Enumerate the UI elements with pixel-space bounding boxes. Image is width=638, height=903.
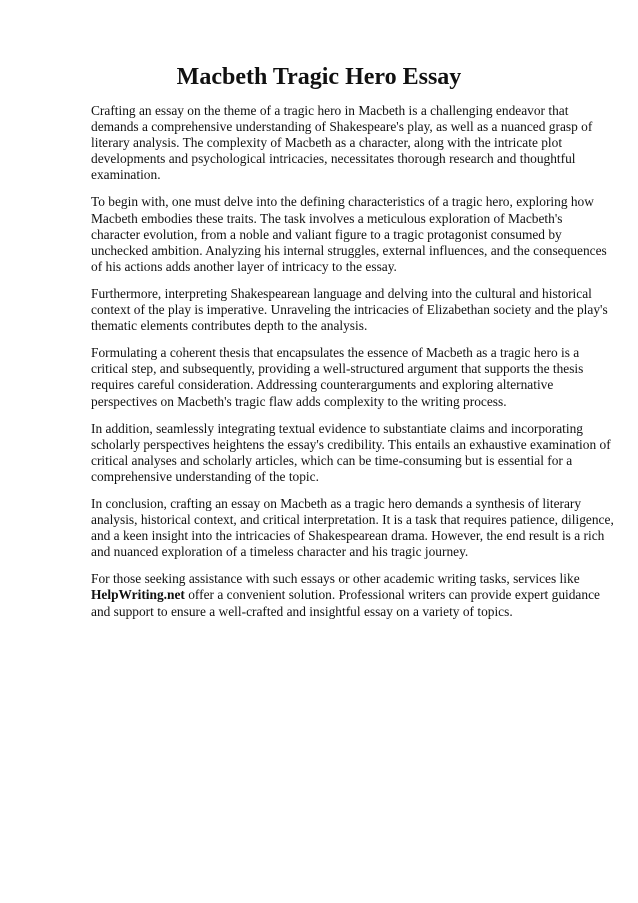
text-line: critical step, and subsequently, providing a well-structured argument that supports the thesis xyxy=(91,361,584,377)
text-line: Furthermore, interpreting Shakespearean language and delving into the cultural and historical xyxy=(91,285,592,301)
text-line: developments and psychological intricacies, necessitates thorough research and thoughtful xyxy=(91,151,576,167)
page-title: Macbeth Tragic Hero Essay xyxy=(176,64,462,90)
text-line: Formulating a coherent thesis that encapsulates the essence of Macbeth as a tragic hero is a xyxy=(91,345,580,361)
text-line: demands a comprehensive understanding of Shakespeare's play, as well as a nuanced grasp of xyxy=(91,119,593,135)
text-line: analysis, historical context, and critical interpretation. It is a task that requires patience, diligence, xyxy=(91,512,614,528)
paragraph-intro xyxy=(91,103,603,183)
text-line xyxy=(91,587,603,603)
text-line: thematic elements contributes depth to the analysis. xyxy=(91,318,368,334)
text-line: In addition, seamlessly integrating textual evidence to substantiate claims and incorporating xyxy=(91,420,583,436)
text-line: of his actions adds another layer of intricacy to the essay. xyxy=(91,258,397,274)
text-line: perspectives on Macbeth's tragic flaw adds complexity to the writing process. xyxy=(91,393,507,409)
text-line: character evolution, from a noble and valiant figure to a tragic protagonist consumed by xyxy=(91,226,562,242)
paragraph-thesis xyxy=(91,345,603,409)
text-line: scholarly perspectives heightens the essay's credibility. This entails an exhaustive examination of xyxy=(91,436,611,452)
text-line: unchecked ambition. Analyzing his internal struggles, external influences, and the consequences xyxy=(91,242,607,258)
text-line: Crafting an essay on the theme of a tragic hero in Macbeth is a challenging endeavor that xyxy=(91,103,569,118)
text-line: and support to ensure a well-crafted and insightful essay on a variety of topics. xyxy=(91,603,513,619)
text-line: literary analysis. The complexity of Macbeth as a character, along with the intricate plot xyxy=(91,135,563,151)
text-line: Macbeth embodies these traits. The task involves a meticulous exploration of Macbeth's xyxy=(91,210,563,226)
text-line: critical analyses and scholarly articles, which can be time-consuming but is essential for a xyxy=(91,452,573,468)
paragraph-closing xyxy=(91,571,603,619)
text-line: In conclusion, crafting an essay on Macbeth as a tragic hero demands a synthesis of literary xyxy=(91,495,582,511)
text-line: comprehensive understanding of the topic. xyxy=(91,468,319,484)
text-line: context of the play is imperative. Unraveling the intricacies of Elizabethan society and the play's xyxy=(91,302,608,318)
text-line: requires careful consideration. Addressing counterarguments and exploring alternative xyxy=(91,377,554,393)
paragraph-language xyxy=(91,285,608,334)
paragraph-evidence xyxy=(91,420,611,485)
text-fragment: offer a convenient solution. Professional writers can provide expert guidance xyxy=(184,587,600,603)
paragraph-characteristics xyxy=(91,194,607,274)
text-line: To begin with, one must delve into the defining characteristics of a tragic hero, exploring how xyxy=(91,194,594,210)
brand-link[interactable]: HelpWriting.net xyxy=(91,587,185,603)
text-line: examination. xyxy=(91,167,161,183)
text-line: and nuanced exploration of a timeless character and his tragic journey. xyxy=(91,544,469,560)
essay-body xyxy=(91,103,614,631)
text-line: For those seeking assistance with such essays or other academic writing tasks, services like xyxy=(91,571,580,587)
paragraph-conclusion xyxy=(91,495,614,560)
text-line: and a keen insight into the intricacies of Shakespearean drama. However, the end result is a rich xyxy=(91,528,605,544)
